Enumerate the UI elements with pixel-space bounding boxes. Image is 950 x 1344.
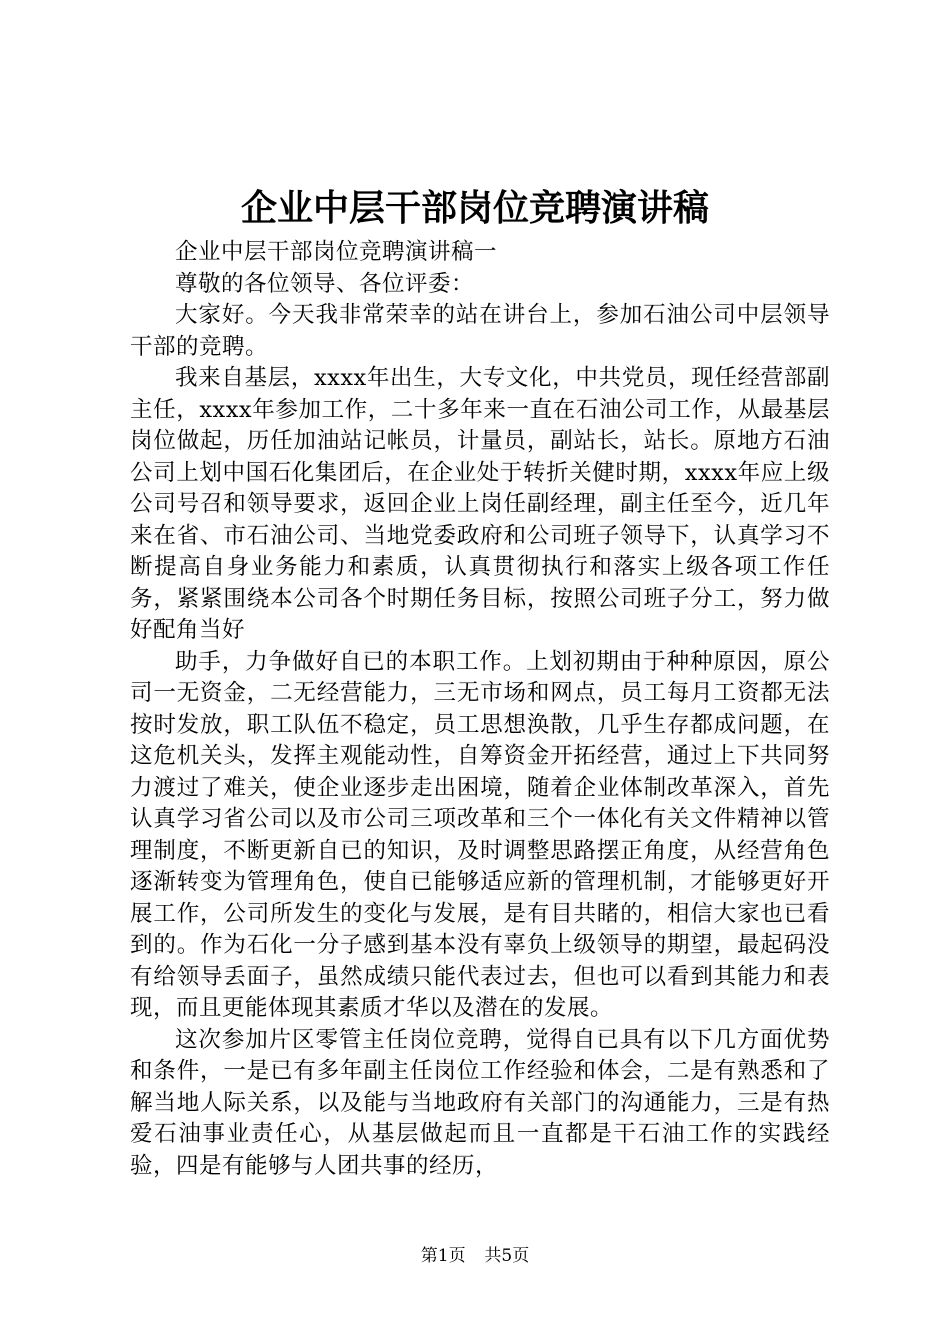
total-pages: 共5页	[484, 1246, 530, 1266]
paragraph-subtitle: 企业中层干部岗位竞聘演讲稿一	[175, 239, 498, 265]
page-number: 第1页	[420, 1246, 466, 1266]
paragraph-salutation: 尊敬的各位领导、各位评委：	[175, 270, 475, 297]
page-footer	[0, 1244, 950, 1268]
paragraph-advantages: 这次参加片区零管主任岗位竞聘，觉得自已具有以下几方面优势和条件，一是已有多年副主任岗位工作经验和体会，二是有熟悉和了解当地人际关系，以及能与当地政府有关部门的沟通能力，三是有热爱石油事业责任心，从基层做起而且一直都是干石油工作的实践经验，四是有能够与人团共事的经历，	[130, 1026, 830, 1179]
paragraph-background: 我来自基层，xxxx年出生，大专文化，中共党员，现任经营部副主任，xxxx年参加工作，二十多年来一直在石油公司工作，从最基层岗位做起，历任加油站记帐员，计量员，副站长，站长。原地方石油公司上划中国石化集团后，在企业处于转折关健时期，xxxx年应上级公司号召和领导要求，返回企业上岗任副经理，副主任至今，近几年来在省、市石油公司、当地党委政府和公司班子领导下，认真学习不断提高自身业务能力和素质，认真贯彻执行和落实上级各项工作任务，紧紧围绕本公司各个时期任务目标，按照公司班子分工，努力做好配角当好	[130, 365, 830, 643]
document-title: 企业中层干部岗位竞聘演讲稿	[240, 187, 709, 229]
document-body	[130, 237, 830, 1182]
paragraph-achievements: 助手，力争做好自已的本职工作。上划初期由于种种原因，原公司一无资金，二无经营能力，三无市场和网点，员工每月工资都无法按时发放，职工队伍不稳定，员工思想涣散，几乎生存都成问题，在这危机关头，发挥主观能动性，自筹资金开拓经营，通过上下共同努力渡过了难关，使企业逐步走出困境，随着企业体制改革深入，首先认真学习省公司以及市公司三项改革和三个一体化有关文件精神以管理制度，不断更新自已的知识，及时调整思路摆正角度，从经营角色逐渐转变为管理角色，使自已能够适应新的管理机制，才能够更好开展工作，公司所发生的变化与发展，是有目共睹的，相信大家也已看到的。作为石化一分子感到基本没有辜负上级领导的期望，最起码没有给领导丢面子，虽然成绩只能代表过去，但也可以看到其能力和表现，而且更能体现其素质才华以及潜在的发展。	[130, 648, 830, 1021]
paragraph-greeting: 大家好。今天我非常荣幸的站在讲台上，参加石油公司中层领导干部的竞聘。	[130, 302, 830, 360]
